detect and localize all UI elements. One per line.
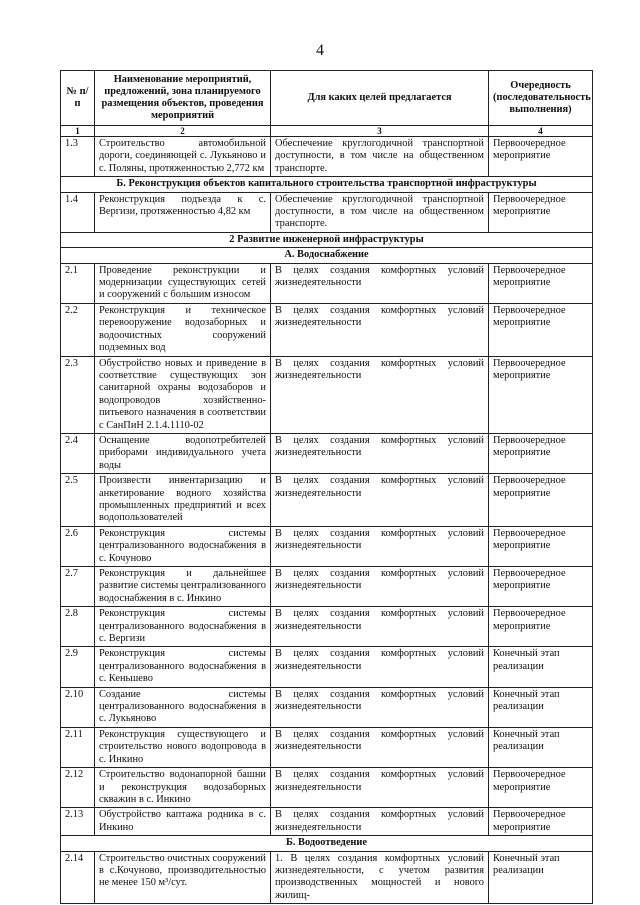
table-row <box>61 607 593 647</box>
row-number: 2.6 <box>61 526 95 566</box>
measure-goal: В целях создания комфортных условий жизнедеятельности <box>271 303 489 356</box>
measure-name: Реконструкция подъезда к с. Вергизи, протяженностью 4,82 км <box>95 192 271 232</box>
row-number: 2.11 <box>61 727 95 767</box>
section-title: А. Водоснабжение <box>61 248 593 263</box>
measure-goal: 1. В целях создания комфортных условий жизнедеятельности, с учетом развития производственных мощностей и нового жилищ- <box>271 851 489 904</box>
row-number: 2.5 <box>61 474 95 527</box>
column-index: 4 <box>489 126 593 137</box>
measure-priority: Первоочередное мероприятие <box>489 526 593 566</box>
measure-priority: Первоочередное мероприятие <box>489 263 593 303</box>
measure-priority: Первоочередное мероприятие <box>489 303 593 356</box>
measure-priority: Первоочередное мероприятие <box>489 474 593 527</box>
table-row <box>61 567 593 607</box>
table-row <box>61 263 593 303</box>
measure-goal: В целях создания комфортных условий жизнедеятельности <box>271 433 489 473</box>
measure-name: Реконструкция системы централизованного водоснабжения в с. Вергизи <box>95 607 271 647</box>
section-row <box>61 836 593 851</box>
measure-name: Обустройство каптажа родника в с. Инкино <box>95 808 271 836</box>
row-number: 2.13 <box>61 808 95 836</box>
row-number: 2.14 <box>61 851 95 904</box>
measure-goal: Обеспечение круглогодичной транспортной доступности, в том числе на общественном транспорте. <box>271 192 489 232</box>
measure-priority: Первоочередное мероприятие <box>489 137 593 177</box>
measure-name: Реконструкция системы централизованного водоснабжения в с. Кочуново <box>95 526 271 566</box>
measure-name: Реконструкция существующего и строительство нового водопровода в с. Инкино <box>95 727 271 767</box>
measure-priority: Конечный этап реализации <box>489 851 593 904</box>
measure-goal: В целях создания комфортных условий жизнедеятельности <box>271 768 489 808</box>
row-number: 2.1 <box>61 263 95 303</box>
table-row <box>61 851 593 904</box>
table-row <box>61 192 593 232</box>
section-title: 2 Развитие инженерной инфраструктуры <box>61 232 593 247</box>
measure-name: Строительство очистных сооружений в с.Кочуново, производительностью не менее 150 м³/сут. <box>95 851 271 904</box>
row-number: 2.12 <box>61 768 95 808</box>
measure-goal: В целях создания комфортных условий жизнедеятельности <box>271 687 489 727</box>
measure-priority: Первоочередное мероприятие <box>489 433 593 473</box>
header-name: Наименование мероприятий, предложений, зона планируемого размещения объектов, проведения мероприятий <box>95 71 271 126</box>
measure-priority: Первоочередное мероприятие <box>489 808 593 836</box>
header-row <box>61 71 593 126</box>
header-num: № п/п <box>61 71 95 126</box>
table-row <box>61 727 593 767</box>
row-number: 1.3 <box>61 137 95 177</box>
table-body <box>61 137 593 904</box>
measure-goal: В целях создания комфортных условий жизнедеятельности <box>271 647 489 687</box>
measure-name: Создание системы централизованного водоснабжения в с. Лукьяново <box>95 687 271 727</box>
measure-goal: Обеспечение круглогодичной транспортной доступности, в том числе на общественном транспорте. <box>271 137 489 177</box>
table-row <box>61 137 593 177</box>
measure-goal: В целях создания комфортных условий жизнедеятельности <box>271 356 489 433</box>
page-number: 4 <box>316 42 324 59</box>
row-number: 2.9 <box>61 647 95 687</box>
measure-name: Строительство водонапорной башни и реконструкция водозаборных скважин в с. Инкино <box>95 768 271 808</box>
measure-goal: В целях создания комфортных условий жизнедеятельности <box>271 474 489 527</box>
table-row <box>61 356 593 433</box>
measure-priority: Первоочередное мероприятие <box>489 356 593 433</box>
header-goal: Для каких целей предлагается <box>271 71 489 126</box>
measure-name: Строительство автомобильной дороги, соединяющей с. Лукьяново и с. Поляны, протяженностью 2,772 км <box>95 137 271 177</box>
column-index: 2 <box>95 126 271 137</box>
table-row <box>61 768 593 808</box>
table-row <box>61 687 593 727</box>
measure-priority: Конечный этап реализации <box>489 647 593 687</box>
header-priority: Очередность (последовательность выполнения) <box>489 71 593 126</box>
row-number: 2.4 <box>61 433 95 473</box>
section-row <box>61 248 593 263</box>
row-number: 2.2 <box>61 303 95 356</box>
measure-name: Проведение реконструкции и модернизации существующих сетей и сооружений с большим износом <box>95 263 271 303</box>
row-number: 2.10 <box>61 687 95 727</box>
section-title: Б. Водоотведение <box>61 836 593 851</box>
measure-name: Оснащение водопотребителей приборами индивидуального учета воды <box>95 433 271 473</box>
column-index-row <box>61 126 593 137</box>
row-number: 1.4 <box>61 192 95 232</box>
column-index: 3 <box>271 126 489 137</box>
measure-goal: В целях создания комфортных условий жизнедеятельности <box>271 727 489 767</box>
measure-goal: В целях создания комфортных условий жизнедеятельности <box>271 567 489 607</box>
measure-priority: Конечный этап реализации <box>489 687 593 727</box>
row-number: 2.7 <box>61 567 95 607</box>
measure-name: Реконструкция и техническое перевооружение водозаборных и водоочистных сооружений подземных вод <box>95 303 271 356</box>
column-index: 1 <box>61 126 95 137</box>
section-row <box>61 177 593 192</box>
measure-priority: Первоочередное мероприятие <box>489 768 593 808</box>
table-row <box>61 433 593 473</box>
table-row <box>61 303 593 356</box>
section-row <box>61 232 593 247</box>
measure-name: Реконструкция системы централизованного водоснабжения в с. Кеньшево <box>95 647 271 687</box>
measure-priority: Первоочередное мероприятие <box>489 567 593 607</box>
measure-goal: В целях создания комфортных условий жизнедеятельности <box>271 263 489 303</box>
measures-table <box>60 70 593 904</box>
row-number: 2.8 <box>61 607 95 647</box>
measure-priority: Первоочередное мероприятие <box>489 607 593 647</box>
table-row <box>61 647 593 687</box>
table-row <box>61 474 593 527</box>
table-row <box>61 526 593 566</box>
measure-name: Обустройство новых и приведение в соответствие существующих зон санитарной охраны водозаборов и водопроводов хозяйственно-питьевого назначения в соответствии с СанПиН 2.1.4.1110-02 <box>95 356 271 433</box>
table-row <box>61 808 593 836</box>
measure-priority: Первоочередное мероприятие <box>489 192 593 232</box>
measure-name: Произвести инвентаризацию и анкетирование водного хозяйства промышленных предприятий и всех водопользователей <box>95 474 271 527</box>
measure-goal: В целях создания комфортных условий жизнедеятельности <box>271 607 489 647</box>
measure-priority: Конечный этап реализации <box>489 727 593 767</box>
section-title: Б. Реконструкция объектов капитального строительства транспортной инфраструктуры <box>61 177 593 192</box>
measure-name: Реконструкция и дальнейшее развитие системы централизованного водоснабжения в с. Инкино <box>95 567 271 607</box>
measure-goal: В целях создания комфортных условий жизнедеятельности <box>271 808 489 836</box>
measure-goal: В целях создания комфортных условий жизнедеятельности <box>271 526 489 566</box>
row-number: 2.3 <box>61 356 95 433</box>
